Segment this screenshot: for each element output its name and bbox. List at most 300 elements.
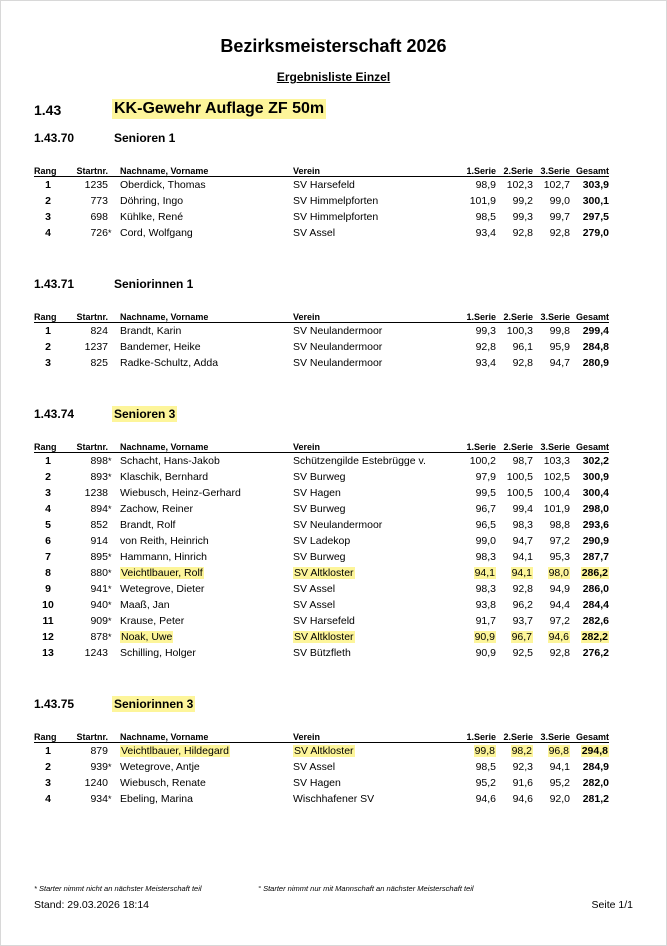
cell-rang: 2	[45, 761, 51, 773]
cell-s1	[459, 743, 496, 760]
table-row	[34, 339, 609, 355]
cell-s1: 98,9	[475, 179, 496, 191]
cell-mark: *	[108, 456, 112, 466]
cell-gesamt	[570, 565, 609, 581]
cell-s2: 92,3	[512, 761, 533, 773]
cell-name: Klaschik, Bernhard	[120, 471, 209, 483]
column-header-s3: 3.Serie	[533, 730, 570, 743]
cell-s1: 96,7	[475, 503, 496, 515]
cell-gesamt: 284,4	[582, 599, 609, 611]
cell-startnr: 880	[90, 567, 108, 579]
cell-rang: 9	[45, 583, 51, 595]
table-row	[34, 501, 609, 517]
cell-mark	[108, 193, 117, 209]
cell-startnr: 1237	[84, 341, 108, 353]
column-header-rang: Rang	[34, 310, 62, 323]
cell-mark	[108, 775, 117, 791]
cell-s2: 94,7	[512, 535, 533, 547]
table-row	[34, 323, 609, 340]
cell-rang: 8	[45, 567, 51, 579]
cell-gesamt: 287,7	[582, 551, 609, 563]
column-header-s1: 1.Serie	[459, 730, 496, 743]
table-row	[34, 517, 609, 533]
column-header-rang: Rang	[34, 730, 62, 743]
cell-s2: 102,3	[506, 179, 533, 191]
cell-name: Zachow, Reiner	[120, 503, 193, 515]
cell-s3: 92,0	[549, 793, 570, 805]
cell-startnr: 939	[90, 761, 108, 773]
cell-mark	[108, 517, 117, 533]
section-code: 1.43.74	[34, 407, 75, 421]
column-header-s1: 1.Serie	[459, 164, 496, 177]
column-header-s3: 3.Serie	[533, 310, 570, 323]
cell-s3: 99,7	[549, 211, 570, 223]
results-table	[34, 730, 609, 807]
column-header-gesamt: Gesamt	[570, 440, 609, 453]
cell-verein: SV Assel	[293, 583, 336, 595]
cell-verein: SV Neulandermoor	[293, 519, 383, 531]
cell-s2: 92,5	[512, 647, 533, 659]
footnote-team-only: ° Starter nimmt nur mit Mannschaft an nächster Meisterschaft teil	[258, 884, 474, 893]
cell-s2	[496, 743, 533, 760]
cell-s2: 91,6	[512, 777, 533, 789]
column-header-s2: 2.Serie	[496, 164, 533, 177]
column-header-gesamt: Gesamt	[570, 310, 609, 323]
column-header-verein: Verein	[293, 164, 459, 177]
cell-gesamt: 300,1	[582, 195, 609, 207]
cell-s3: 95,3	[549, 551, 570, 563]
table-row	[34, 743, 609, 760]
table-row	[34, 597, 609, 613]
cell-s1: 96,5	[475, 519, 496, 531]
cell-rang: 4	[45, 793, 51, 805]
cell-verein: SV Hagen	[293, 777, 341, 789]
cell-mark: *	[108, 568, 112, 578]
cell-mark: *	[108, 616, 112, 626]
highlighted-value: 94,6	[548, 631, 569, 643]
cell-rang: 13	[42, 647, 54, 659]
column-header-star	[108, 310, 117, 323]
column-header-name: Nachname, Vorname	[117, 730, 293, 743]
cell-startnr: 726	[90, 227, 108, 239]
cell-rang: 1	[45, 745, 51, 757]
cell-s3: 94,7	[549, 357, 570, 369]
section-0	[0, 131, 667, 239]
cell-gesamt: 300,4	[582, 487, 609, 499]
cell-s3: 92,8	[549, 227, 570, 239]
cell-gesamt: 284,8	[582, 341, 609, 353]
column-header-verein: Verein	[293, 730, 459, 743]
table-row	[34, 791, 609, 807]
cell-s3: 100,4	[543, 487, 570, 499]
cell-s2: 94,1	[512, 551, 533, 563]
cell-gesamt: 300,9	[582, 471, 609, 483]
cell-mark: *	[108, 794, 112, 804]
cell-verein: SV Assel	[293, 599, 336, 611]
cell-verein: SV Burweg	[293, 471, 346, 483]
cell-s2: 96,1	[512, 341, 533, 353]
highlighted-value: 96,7	[511, 631, 532, 643]
cell-name: Oberdick, Thomas	[120, 179, 206, 191]
cell-gesamt	[570, 743, 609, 760]
table-row	[34, 533, 609, 549]
section-name: Senioren 3	[114, 407, 176, 421]
cell-name: Wetegrove, Dieter	[120, 583, 205, 595]
cell-verein: Wischhafener SV	[293, 793, 375, 805]
cell-name	[117, 629, 293, 645]
table-row	[34, 469, 609, 485]
cell-s3: 102,5	[543, 471, 570, 483]
cell-verein: SV Himmelpforten	[293, 211, 379, 223]
cell-s1: 98,5	[475, 211, 496, 223]
column-header-gesamt: Gesamt	[570, 730, 609, 743]
highlighted-value: 94,1	[511, 567, 532, 579]
column-header-startnr: Startnr.	[62, 310, 108, 323]
column-header-s1: 1.Serie	[459, 310, 496, 323]
section-code: 1.43.75	[34, 697, 75, 711]
cell-rang: 6	[45, 535, 51, 547]
section-2	[0, 407, 667, 659]
table-row	[34, 759, 609, 775]
cell-s2: 94,6	[512, 793, 533, 805]
page-number: Seite 1/1	[591, 899, 633, 911]
cell-s1	[459, 629, 496, 645]
cell-verein: SV Bützfleth	[293, 647, 351, 659]
cell-mark	[108, 743, 117, 760]
table-row	[34, 775, 609, 791]
cell-gesamt: 281,2	[582, 793, 609, 805]
table-row	[34, 209, 609, 225]
cell-s3: 102,7	[543, 179, 570, 191]
cell-rang: 7	[45, 551, 51, 563]
cell-name	[117, 743, 293, 760]
cell-s2	[496, 565, 533, 581]
cell-verein: SV Neulandermoor	[293, 357, 383, 369]
cell-startnr: 1238	[84, 487, 108, 499]
cell-name: Maaß, Jan	[120, 599, 170, 611]
section-name: Seniorinnen 1	[114, 277, 194, 291]
highlighted-value: SV Altkloster	[294, 745, 354, 757]
cell-name: Brandt, Karin	[120, 325, 182, 337]
cell-rang: 12	[42, 631, 54, 643]
cell-s3	[533, 743, 570, 760]
cell-mark	[108, 323, 117, 340]
cell-mark: *	[108, 552, 112, 562]
page-subtitle	[0, 70, 667, 84]
cell-gesamt: 298,0	[582, 503, 609, 515]
cell-s1: 91,7	[475, 615, 496, 627]
cell-s1: 94,6	[475, 793, 496, 805]
cell-rang: 2	[45, 471, 51, 483]
cell-mark	[108, 339, 117, 355]
subtitle-text: Ergebnisliste Einzel	[276, 70, 391, 84]
table-row	[34, 225, 609, 241]
cell-gesamt: 302,2	[582, 455, 609, 467]
highlighted-value: SV Altkloster	[294, 631, 354, 643]
cell-name: Bandemer, Heike	[120, 341, 201, 353]
column-header-verein: Verein	[293, 310, 459, 323]
cell-rang: 3	[45, 211, 51, 223]
cell-verein: SV Burweg	[293, 503, 346, 515]
cell-s1	[459, 565, 496, 581]
cell-s1: 93,4	[475, 357, 496, 369]
cell-s2	[496, 629, 533, 645]
cell-s2: 92,8	[512, 583, 533, 595]
column-header-s3: 3.Serie	[533, 164, 570, 177]
cell-mark: *	[108, 600, 112, 610]
cell-s1: 99,5	[475, 487, 496, 499]
cell-rang: 4	[45, 503, 51, 515]
cell-gesamt: 276,2	[582, 647, 609, 659]
cell-startnr: 878	[90, 631, 108, 643]
column-header-verein: Verein	[293, 440, 459, 453]
cell-name: Ebeling, Marina	[120, 793, 193, 805]
column-header-star	[108, 164, 117, 177]
column-header-gesamt: Gesamt	[570, 164, 609, 177]
cell-verein	[293, 629, 459, 645]
cell-s3: 103,3	[543, 455, 570, 467]
column-header-startnr: Startnr.	[62, 164, 108, 177]
column-header-startnr: Startnr.	[62, 730, 108, 743]
cell-gesamt: 284,9	[582, 761, 609, 773]
highlighted-value: 94,1	[474, 567, 495, 579]
cell-rang: 1	[45, 325, 51, 337]
cell-name: Krause, Peter	[120, 615, 185, 627]
cell-startnr: 894	[90, 503, 108, 515]
cell-gesamt: 299,4	[582, 325, 609, 337]
cell-name: Kühlke, René	[120, 211, 184, 223]
cell-s1: 93,4	[475, 227, 496, 239]
cell-gesamt: 280,9	[582, 357, 609, 369]
column-header-s1: 1.Serie	[459, 440, 496, 453]
results-table	[34, 440, 609, 661]
cell-name: Cord, Wolfgang	[120, 227, 193, 239]
cell-s1: 92,8	[475, 341, 496, 353]
cell-rang: 1	[45, 455, 51, 467]
highlighted-value: 294,8	[581, 745, 608, 757]
cell-startnr: 1240	[84, 777, 108, 789]
cell-s3: 94,4	[549, 599, 570, 611]
cell-s1: 100,2	[469, 455, 496, 467]
cell-s2: 98,3	[512, 519, 533, 531]
cell-s2: 100,3	[506, 325, 533, 337]
cell-startnr: 825	[90, 357, 108, 369]
cell-gesamt: 286,0	[582, 583, 609, 595]
table-header-row	[34, 440, 609, 453]
cell-name: Schacht, Hans-Jakob	[120, 455, 220, 467]
cell-rang: 11	[42, 615, 54, 627]
cell-name: Hammann, Hinrich	[120, 551, 207, 563]
footnote-not-next: * Starter nimmt nicht an nächster Meisterschaft teil	[34, 884, 202, 893]
cell-verein: SV Harsefeld	[293, 615, 355, 627]
cell-s1: 95,2	[475, 777, 496, 789]
cell-startnr: 895	[90, 551, 108, 563]
cell-startnr: 898	[90, 455, 108, 467]
cell-mark	[108, 533, 117, 549]
cell-rang: 1	[45, 179, 51, 191]
table-header-row	[34, 310, 609, 323]
cell-rang: 4	[45, 227, 51, 239]
cell-s2: 96,2	[512, 599, 533, 611]
cell-startnr: 773	[90, 195, 108, 207]
highlighted-value: 96,8	[548, 745, 569, 757]
cell-rang: 5	[45, 519, 51, 531]
table-row	[34, 645, 609, 661]
cell-rang: 2	[45, 341, 51, 353]
cell-verein: SV Himmelpforten	[293, 195, 379, 207]
cell-rang: 3	[45, 357, 51, 369]
cell-mark: *	[108, 762, 112, 772]
column-header-name: Nachname, Vorname	[117, 440, 293, 453]
highlighted-value: Noak, Uwe	[121, 631, 173, 643]
cell-gesamt: 282,0	[582, 777, 609, 789]
cell-s1: 98,5	[475, 761, 496, 773]
cell-startnr: 940	[90, 599, 108, 611]
table-row	[34, 629, 609, 645]
cell-verein: SV Assel	[293, 761, 336, 773]
column-header-s2: 2.Serie	[496, 440, 533, 453]
cell-startnr: 1235	[84, 179, 108, 191]
section-code: 1.43.70	[34, 131, 75, 145]
cell-s2: 99,4	[512, 503, 533, 515]
cell-mark: *	[108, 632, 112, 642]
cell-mark	[108, 209, 117, 225]
table-row	[34, 565, 609, 581]
cell-gesamt	[570, 629, 609, 645]
cell-gesamt: 290,9	[582, 535, 609, 547]
stand-timestamp: Stand: 29.03.2026 18:14	[34, 899, 150, 911]
cell-verein: SV Hagen	[293, 487, 341, 499]
page-title: Bezirksmeisterschaft 2026	[220, 36, 447, 56]
section-name: Senioren 1	[114, 131, 176, 145]
column-header-name: Nachname, Vorname	[117, 164, 293, 177]
table-row	[34, 581, 609, 597]
cell-rang: 2	[45, 195, 51, 207]
column-header-s2: 2.Serie	[496, 310, 533, 323]
cell-startnr: 824	[90, 325, 108, 337]
table-row	[34, 549, 609, 565]
cell-name: Döhring, Ingo	[120, 195, 184, 207]
section-3	[0, 697, 667, 805]
cell-s3: 99,0	[549, 195, 570, 207]
cell-name: von Reith, Heinrich	[120, 535, 209, 547]
highlighted-value: Veichtlbauer, Rolf	[121, 567, 203, 579]
cell-startnr: 1243	[84, 647, 108, 659]
cell-verein: SV Burweg	[293, 551, 346, 563]
cell-verein: SV Harsefeld	[293, 179, 355, 191]
cell-s3: 99,8	[549, 325, 570, 337]
cell-name: Wiebusch, Renate	[120, 777, 206, 789]
cell-s3: 94,9	[549, 583, 570, 595]
cell-s3: 97,2	[549, 615, 570, 627]
cell-s2: 92,8	[512, 227, 533, 239]
cell-gesamt: 293,6	[582, 519, 609, 531]
cell-s2: 99,3	[512, 211, 533, 223]
cell-s3: 92,8	[549, 647, 570, 659]
column-header-rang: Rang	[34, 440, 62, 453]
cell-name: Wiebusch, Heinz-Gerhard	[120, 487, 241, 499]
highlighted-value: 286,2	[581, 567, 608, 579]
cell-verein	[293, 743, 459, 760]
section-code: 1.43.71	[34, 277, 75, 291]
cell-gesamt: 297,5	[582, 211, 609, 223]
cell-startnr: 934	[90, 793, 108, 805]
table-header-row	[34, 730, 609, 743]
cell-gesamt: 282,6	[582, 615, 609, 627]
cell-s2: 93,7	[512, 615, 533, 627]
table-row	[34, 355, 609, 371]
cell-startnr: 914	[90, 535, 108, 547]
table-header-row	[34, 164, 609, 177]
table-row	[34, 485, 609, 501]
cell-s3: 101,9	[543, 503, 570, 515]
column-header-s2: 2.Serie	[496, 730, 533, 743]
cell-name: Radke-Schultz, Adda	[120, 357, 219, 369]
cell-rang: 3	[45, 777, 51, 789]
column-header-star	[108, 440, 117, 453]
discipline-code: 1.43	[34, 102, 62, 118]
cell-s1: 98,3	[475, 551, 496, 563]
cell-s3: 95,2	[549, 777, 570, 789]
cell-s3	[533, 629, 570, 645]
highlighted-value: Veichtlbauer, Hildegard	[121, 745, 229, 757]
cell-name: Wetegrove, Antje	[120, 761, 200, 773]
cell-startnr: 893	[90, 471, 108, 483]
cell-startnr: 852	[90, 519, 108, 531]
results-table	[34, 310, 609, 371]
cell-rang: 3	[45, 487, 51, 499]
cell-s1: 97,9	[475, 471, 496, 483]
discipline-name: KK-Gewehr Auflage ZF 50m	[114, 100, 325, 117]
section-1	[0, 277, 667, 369]
cell-mark	[108, 355, 117, 371]
highlighted-value: 282,2	[581, 631, 608, 643]
highlighted-value: 98,2	[511, 745, 532, 757]
cell-startnr: 698	[90, 211, 108, 223]
highlighted-value: 98,0	[548, 567, 569, 579]
column-header-star	[108, 730, 117, 743]
cell-mark: *	[108, 228, 112, 238]
cell-verein: SV Neulandermoor	[293, 341, 383, 353]
cell-s3: 94,1	[549, 761, 570, 773]
column-header-rang: Rang	[34, 164, 62, 177]
column-header-name: Nachname, Vorname	[117, 310, 293, 323]
cell-gesamt: 303,9	[582, 179, 609, 191]
cell-gesamt: 279,0	[582, 227, 609, 239]
cell-s1: 99,0	[475, 535, 496, 547]
cell-s2: 100,5	[506, 471, 533, 483]
cell-startnr: 879	[90, 745, 108, 757]
cell-mark: *	[108, 472, 112, 482]
cell-mark	[108, 177, 117, 194]
table-row	[34, 177, 609, 194]
cell-verein: Schützengilde Estebrügge v.	[293, 455, 426, 467]
cell-startnr: 909	[90, 615, 108, 627]
cell-rang: 10	[42, 599, 54, 611]
cell-verein: SV Neulandermoor	[293, 325, 383, 337]
cell-s2: 99,2	[512, 195, 533, 207]
column-header-startnr: Startnr.	[62, 440, 108, 453]
cell-name	[117, 565, 293, 581]
cell-s1: 101,9	[469, 195, 496, 207]
cell-s1: 99,3	[475, 325, 496, 337]
highlighted-value: 99,8	[474, 745, 495, 757]
cell-s3: 95,9	[549, 341, 570, 353]
cell-mark: *	[108, 504, 112, 514]
cell-mark: *	[108, 584, 112, 594]
cell-s1: 90,9	[475, 647, 496, 659]
cell-name: Brandt, Rolf	[120, 519, 176, 531]
